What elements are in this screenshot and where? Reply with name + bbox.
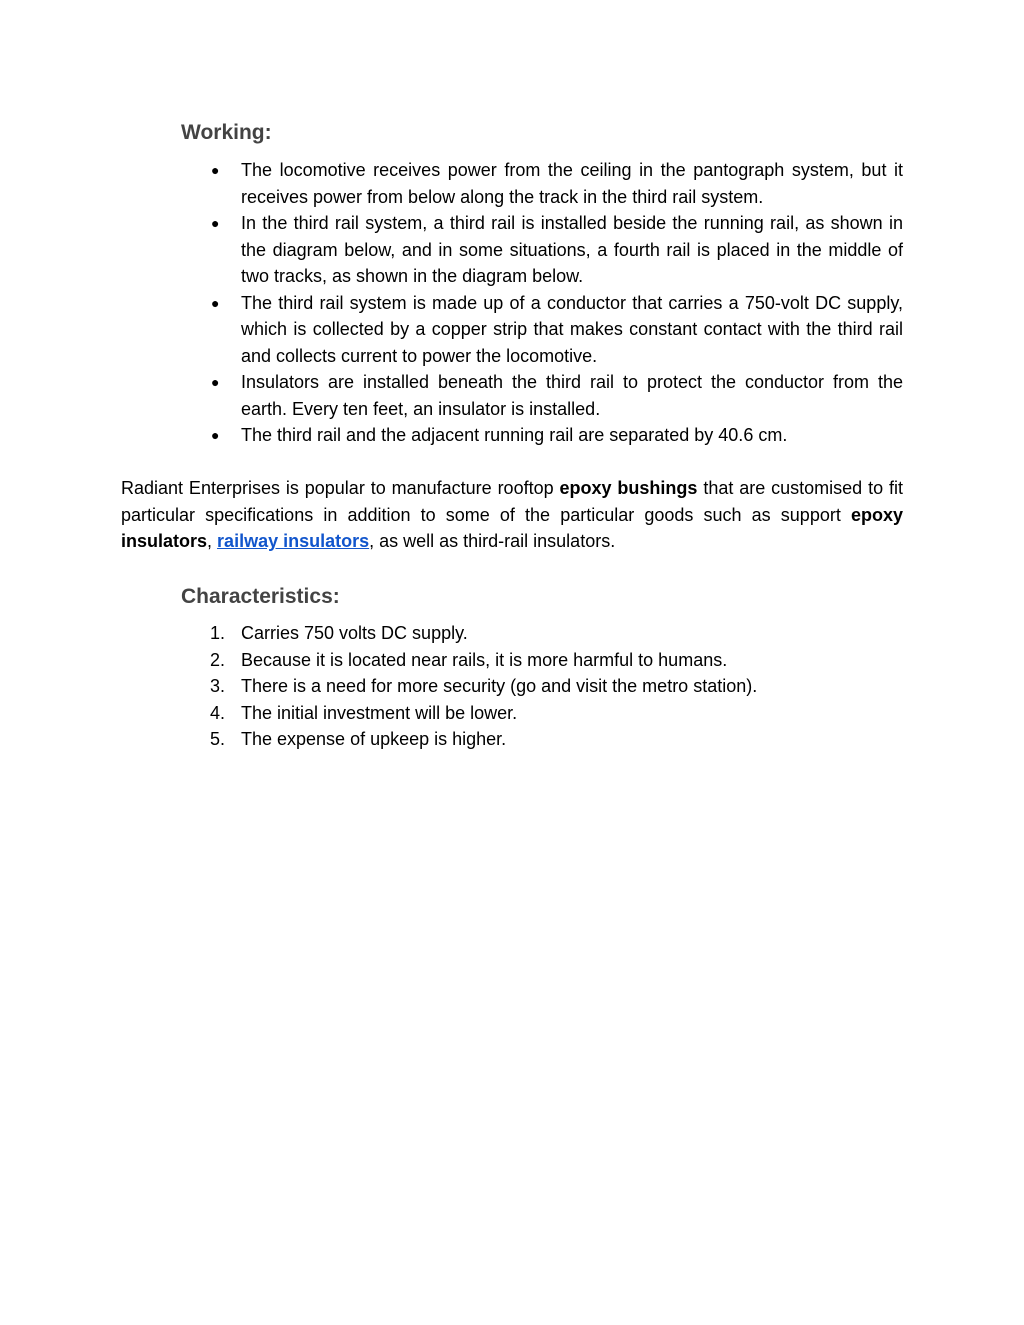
list-item	[181, 726, 903, 753]
bullet-icon: ●	[211, 427, 220, 443]
bullet-icon: ●	[211, 374, 220, 390]
paragraph-text: Radiant Enterprises is popular to manufacture rooftop	[121, 478, 560, 498]
list-number: 5.	[210, 729, 226, 749]
paragraph-text: that are customised to fit particular specifications in addition to some of the particular goods such as support	[121, 478, 903, 525]
list-number: 1.	[210, 623, 226, 643]
characteristics-numbered-list	[181, 620, 903, 753]
bold-term-epoxy-bushings: epoxy bushings	[559, 478, 698, 498]
promo-paragraph	[121, 475, 903, 555]
paragraph-text: ,	[207, 531, 218, 551]
list-item-text: The third rail system is made up of a conductor that carries a 750-volt DC supply, which is collected by a copper strip that makes constant contact with the third rail and collects current to power the locomotive.	[241, 292, 903, 366]
list-number: 4.	[210, 702, 226, 723]
paragraph-text: , as well as third-rail insulators.	[369, 531, 616, 551]
list-item	[181, 422, 903, 449]
list-item-text: Because it is located near rails, it is more harmful to humans.	[241, 649, 728, 670]
list-item	[181, 673, 903, 700]
bullet-icon: ●	[211, 162, 220, 178]
list-item-text: There is a need for more security (go and visit the metro station).	[241, 676, 758, 696]
list-item-text: The expense of upkeep is higher.	[241, 729, 507, 749]
bullet-icon: ●	[211, 294, 220, 311]
characteristics-heading: Characteristics:	[181, 585, 340, 608]
bullet-icon: ●	[211, 215, 220, 231]
list-item	[181, 210, 903, 290]
list-item-text: The initial investment will be lower.	[241, 702, 518, 723]
list-item-text: Carries 750 volts DC supply.	[241, 623, 468, 643]
list-item	[181, 647, 903, 674]
list-number: 3.	[210, 676, 226, 696]
list-item	[181, 290, 903, 370]
list-item	[181, 369, 903, 422]
list-item-text: The locomotive receives power from the ceiling in the pantograph system, but it receives power from below along the track in the third rail system.	[241, 160, 903, 207]
list-item-text: In the third rail system, a third rail is installed beside the running rail, as shown in the diagram below, and in some situations, a fourth rail is placed in the middle of two tracks, as shown in the diagram below.	[241, 213, 903, 286]
working-bullet-list	[181, 157, 903, 449]
list-item	[181, 620, 903, 647]
list-item	[181, 700, 903, 727]
bold-term-epoxy-insulators: epoxy insulators	[121, 504, 903, 551]
working-heading: Working:	[181, 121, 272, 144]
list-item-text: Insulators are installed beneath the third rail to protect the conductor from the earth. Every ten feet, an insulator is installed.	[241, 372, 903, 419]
list-number: 2.	[210, 649, 226, 670]
railway-insulators-link[interactable]: railway insulators	[217, 531, 370, 551]
list-item-text: The third rail and the adjacent running rail are separated by 40.6 cm.	[241, 425, 788, 445]
list-item	[181, 157, 903, 210]
